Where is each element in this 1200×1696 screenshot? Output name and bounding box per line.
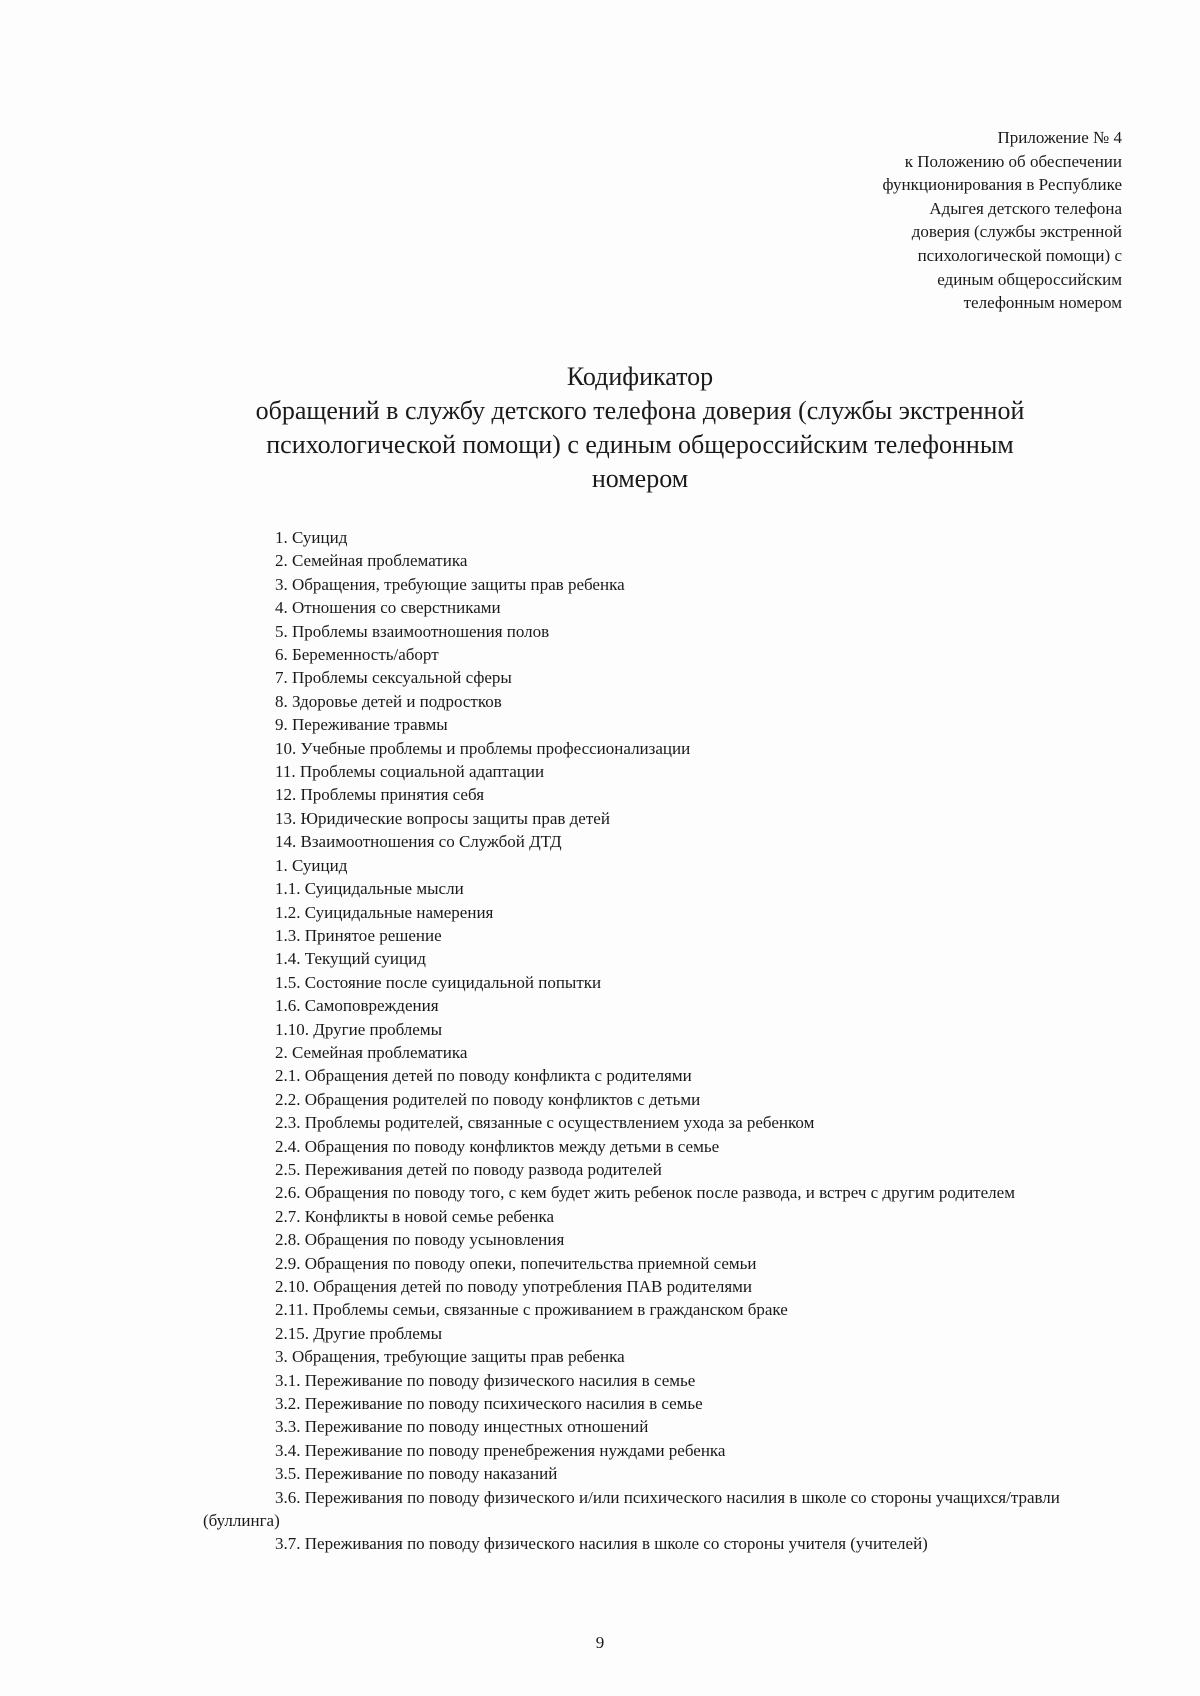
appendix-line: телефонным номером (963, 293, 1122, 313)
appendix-note (702, 126, 1122, 315)
title-line: психологической помощи) с единым общероссийским телефонным (266, 430, 1014, 459)
list-item: 7. Проблемы сексуальной сферы (275, 668, 512, 688)
list-item: 3.4. Переживание по поводу пренебрежения нуждами ребенка (275, 1440, 726, 1460)
title-line: обращений в службу детского телефона доверия (службы экстренной (255, 396, 1025, 425)
list-item: 2.6. Обращения по поводу того, с кем будет жить ребенок после развода, и встреч с другим родителем (275, 1183, 1015, 1203)
list-item: 3.1. Переживание по поводу физического насилия в семье (275, 1370, 696, 1390)
list-item: 3.5. Переживание по поводу наказаний (275, 1464, 558, 1484)
list-item: 1.4. Текущий суицид (275, 949, 426, 969)
list-item: 1. Суицид (275, 528, 348, 547)
title-heading: Кодификатор (566, 362, 714, 391)
appendix-line: Приложение № 4 (997, 128, 1122, 147)
list-item: 2.10. Обращения детей по поводу употребления ПАВ родителями (275, 1277, 753, 1296)
list-item: 14. Взаимоотношения со Службой ДТД (275, 832, 562, 852)
list-item: 2.7. Конфликты в новой семье ребенка (275, 1206, 555, 1226)
list-item: 6. Беременность/аборт (275, 645, 439, 665)
list-item: 1.10. Другие проблемы (275, 1019, 443, 1039)
list-item: 3. Обращения, требующие защиты прав ребенка (275, 1347, 625, 1367)
title-line: номером (591, 464, 689, 493)
list-item: 2.9. Обращения по поводу опеки, попечительства приемной семьи (275, 1253, 757, 1273)
list-item: 2.5. Переживания детей по поводу развода родителей (275, 1159, 662, 1179)
list-item: 2.3. Проблемы родителей, связанные с осуществлением ухода за ребенком (275, 1113, 815, 1133)
appendix-line: доверия (службы экстренной (911, 222, 1122, 242)
appendix-line: к Положению об обеспечении (904, 151, 1122, 171)
list-item: 1.5. Состояние после суицидальной попытки (275, 972, 602, 992)
list-item: 2.8. Обращения по поводу усыновления (275, 1230, 565, 1250)
list-item: 2.15. Другие проблемы (275, 1323, 443, 1343)
list-item: 10. Учебные проблемы и проблемы профессионализации (275, 738, 691, 758)
list-item: 12. Проблемы принятия себя (275, 785, 485, 805)
list-item: 3.2. Переживание по поводу психического насилия в семье (275, 1394, 703, 1414)
list-item: 2. Семейная проблематика (275, 551, 468, 571)
codifier-list (203, 526, 1083, 1556)
list-item: 3. Обращения, требующие защиты прав ребенка (275, 574, 625, 594)
list-item: 5. Проблемы взаимоотношения полов (275, 621, 550, 641)
list-item: 2.4. Обращения по поводу конфликтов между детьми в семье (275, 1136, 720, 1156)
list-item: 3.7. Переживания по поводу физического насилия в школе со стороны учителя (учителей) (275, 1534, 928, 1554)
appendix-line: функционирования в Республике (882, 175, 1122, 195)
list-item: 2.2. Обращения родителей по поводу конфликтов с детьми (275, 1089, 701, 1109)
list-item: 1.1. Суицидальные мысли (275, 879, 464, 899)
list-item: 4. Отношения со сверстниками (275, 598, 501, 618)
list-item: 1.6. Самоповреждения (275, 996, 439, 1016)
list-item: 1. Суицид (275, 855, 348, 875)
list-item: 2.1. Обращения детей по поводу конфликта с родителями (275, 1066, 692, 1086)
appendix-line: Адыгея детского телефона (929, 198, 1122, 218)
page-number: 9 (595, 1633, 605, 1652)
list-item: 1.2. Суицидальные намерения (275, 902, 494, 922)
list-item: 2. Семейная проблематика (275, 1042, 468, 1062)
list-item: 11. Проблемы социальной адаптации (275, 762, 545, 782)
list-item: 8. Здоровье детей и подростков (275, 691, 502, 711)
list-item: 1.3. Принятое решение (275, 925, 442, 945)
appendix-line: единым общероссийским (937, 269, 1122, 289)
list-item: 13. Юридические вопросы защиты прав детей (275, 808, 610, 828)
list-item: 2.11. Проблемы семьи, связанные с проживанием в гражданском браке (275, 1300, 788, 1320)
list-item: 3.6. Переживания по поводу физического и/или психического насилия в школе со стороны учащихся/травли (буллинга) (203, 1487, 1060, 1531)
list-item: 3.3. Переживание по поводу инцестных отношений (275, 1417, 649, 1437)
appendix-line: психологической помощи) с (917, 245, 1122, 265)
list-item: 9. Переживание травмы (275, 715, 448, 735)
document-title (200, 360, 1080, 496)
